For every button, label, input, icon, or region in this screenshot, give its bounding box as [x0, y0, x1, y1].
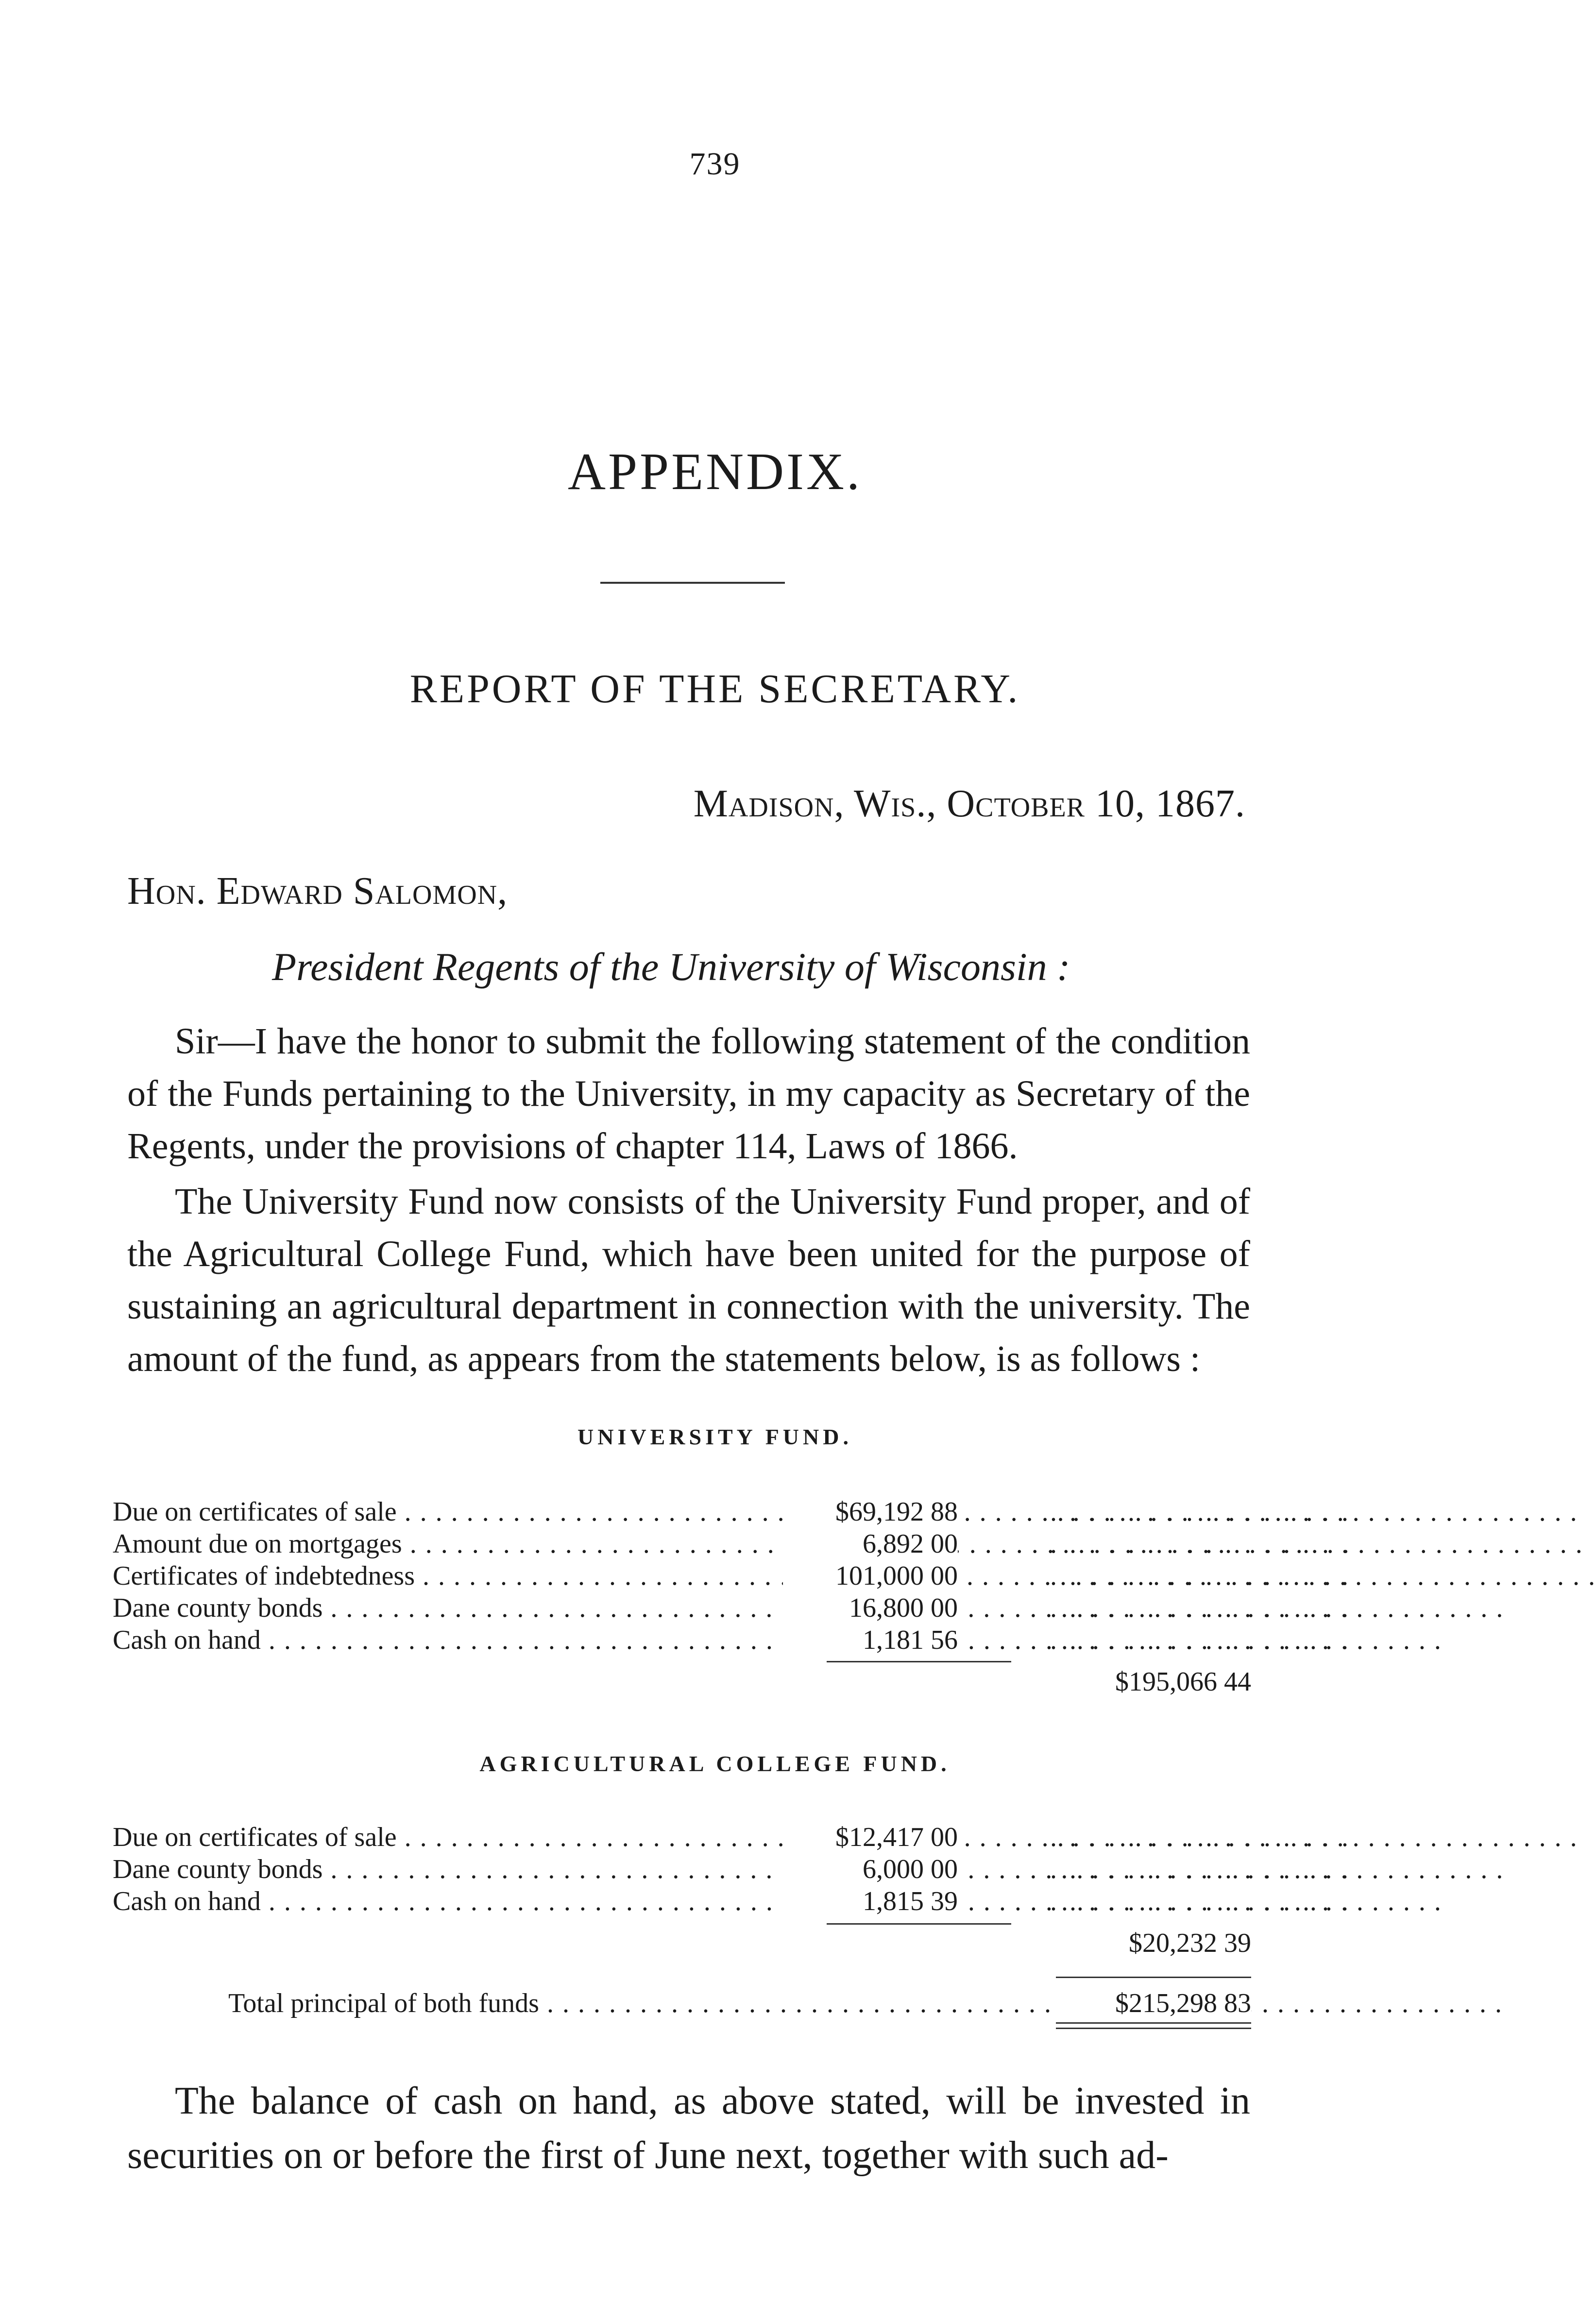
university-fund-subtotal: $195,066 44 [1115, 1667, 1251, 1697]
ledger-leader: . . . . . . . . . . . . . . . . [1050, 1625, 1351, 1655]
dateline: Madison, Wis., October 10, 1867. [693, 782, 1245, 825]
ledger-amount: 1,815 39 [783, 1885, 958, 1917]
ledger-row [113, 1821, 1351, 1853]
ledger-label: Amount due on mortgages . . . [113, 1528, 822, 1560]
university-fund-heading: UNIVERSITY FUND. [577, 1424, 852, 1449]
university-fund-ledger [113, 1496, 1351, 1698]
page-number: 739 [689, 146, 741, 182]
ledger-label: Dane county bonds . . . [113, 1592, 822, 1624]
ledger-leader: . . . . . . . . . . . . . . . . [1050, 1854, 1351, 1884]
addressee-title: President Regents of the University of Wisconsin : [272, 945, 1070, 989]
ledger-amount: 6,000 00 [783, 1853, 958, 1885]
ledger-row [113, 1624, 1351, 1656]
ledger-leader: . . . . . . . . . . . . . . . . [1050, 1593, 1351, 1623]
ledger-subtotal-row [113, 1927, 1251, 1959]
ledger-row [113, 1592, 1351, 1624]
ledger-label: Cash on hand . . . [113, 1885, 822, 1917]
title-divider [600, 582, 785, 584]
ledger-amount: $12,417 00 [783, 1821, 958, 1853]
closing-paragraph [127, 2074, 1250, 2183]
ledger-amount: 1,181 56 [783, 1624, 958, 1656]
ledger-row [113, 1560, 1351, 1592]
ledger-label: Cash on hand . . . [113, 1624, 822, 1656]
report-title: REPORT OF THE SECRETARY. [409, 666, 1020, 711]
intro-paragraph [127, 1015, 1250, 1172]
ledger-row [113, 1528, 1351, 1560]
total-top-rule [1056, 1977, 1251, 1978]
agricultural-fund-heading: AGRICULTURAL COLLEGE FUND. [479, 1751, 951, 1776]
ledger-label: Certificates of indebtedness . . . [113, 1560, 822, 1592]
ledger-label: Due on certificates of sale . . . [113, 1821, 822, 1853]
total-label: Total principal of both funds . . . [228, 1986, 1054, 2020]
agricultural-fund-ledger [113, 1821, 1351, 1959]
ledger-leader: . . . . . . . . . . . . . . . . [1050, 1886, 1351, 1916]
ledger-label: Dane county bonds . . . [113, 1853, 822, 1885]
ledger-leader: . . . . . . . . . . . . . . . . [1050, 1822, 1351, 1852]
subtotal-rule [827, 1661, 1011, 1662]
total-double-rule [1056, 2022, 1251, 2029]
fund-description-paragraph [127, 1175, 1250, 1385]
ledger-leader: . . . . . . . . . . . . . . . . [1050, 1497, 1351, 1527]
ledger-row [113, 1496, 1351, 1528]
paragraph-3: The balance of cash on hand, as above stated, will be invested in securities on or before the first of June next, together with such ad- [127, 2080, 1250, 2177]
total-row [228, 1986, 1251, 2020]
ledger-amount: 101,000 00 [783, 1560, 958, 1592]
appendix-title: APPENDIX. [567, 443, 863, 501]
paragraph-2: The University Fund now consists of the University Fund proper, and of the Agricultural College Fund, which have been united for the purpose of sustaining an agricultural department in connection with the university. The amount of the fund, as appears from the statements below, is as follows : [127, 1181, 1250, 1379]
ledger-amount: 16,800 00 [783, 1592, 958, 1624]
ledger-subtotal-row [113, 1666, 1251, 1698]
ledger-leader: . . . . . . . . . . . . . . . . [1050, 1529, 1351, 1559]
subtotal-rule [827, 1923, 1011, 1925]
paragraph-1: Sir—I have the honor to submit the following statement of the condition of the Funds pertaining to the University, in my capacity as Secretary of the Regents, under the provisions of chapter 114, Laws of 1866. [127, 1021, 1250, 1167]
ledger-label: Due on certificates of sale . . . [113, 1496, 822, 1528]
ledger-amount: 6,892 00 [783, 1528, 958, 1560]
ledger-row [113, 1885, 1351, 1917]
ledger-amount: $69,192 88 [783, 1496, 958, 1528]
ledger-row [113, 1853, 1351, 1885]
agricultural-fund-subtotal: $20,232 39 [1129, 1928, 1251, 1958]
total-amount: $215,298 83 [1057, 1986, 1251, 2020]
addressee: Hon. Edward Salomon, [127, 870, 508, 913]
ledger-leader: . . . . . . . . . . . . . . . . [1050, 1561, 1351, 1591]
